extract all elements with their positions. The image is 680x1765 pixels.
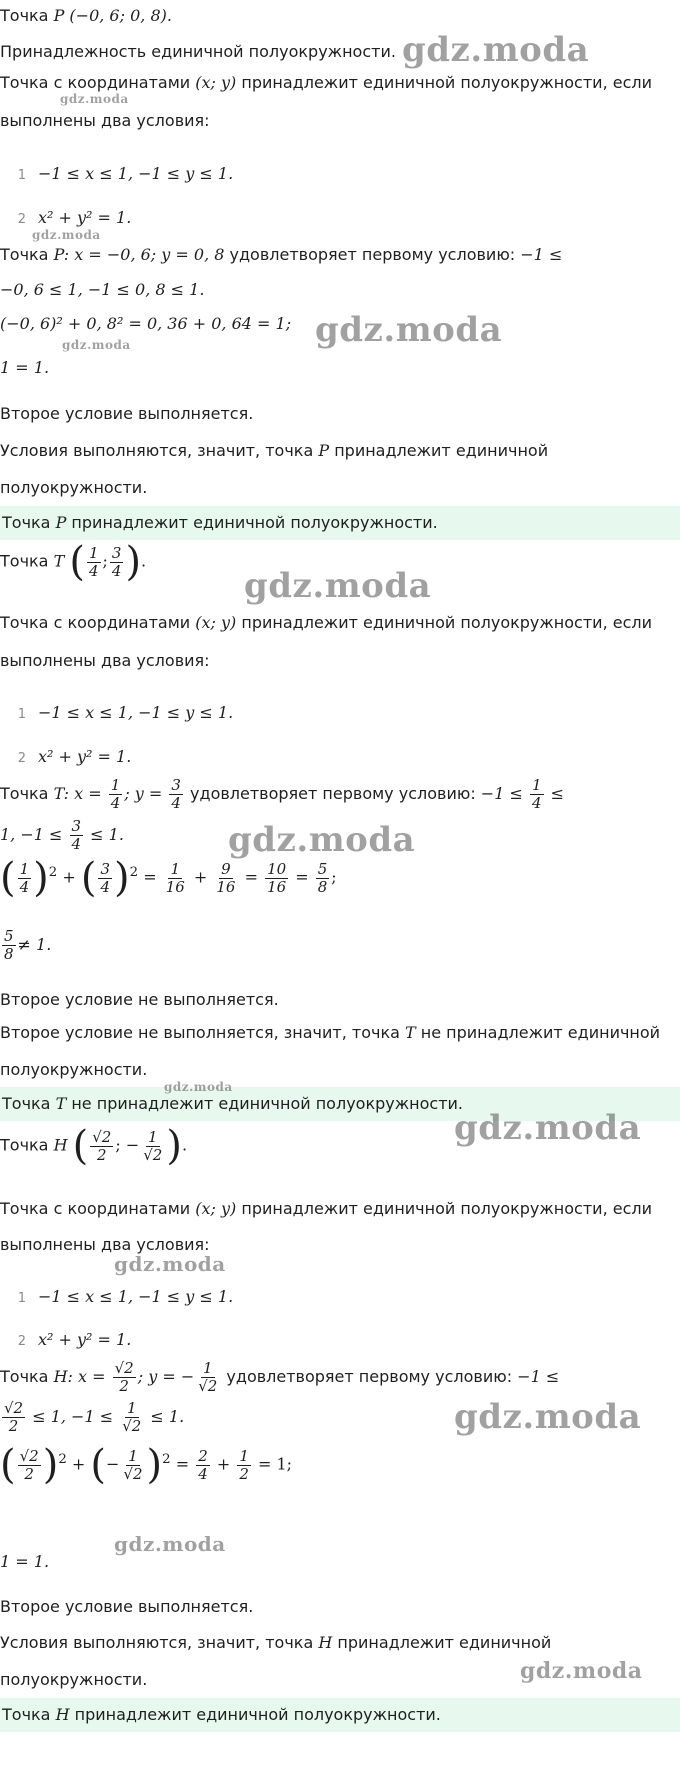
h-concl-c: полуокружности. bbox=[0, 1670, 148, 1689]
t-check-fe-num: 1 bbox=[531, 776, 542, 794]
t-check-prefix: Точка bbox=[0, 784, 54, 803]
h-check-fy-den: √2 bbox=[198, 1377, 218, 1395]
h-item1: −1 ≤ x ≤ 1, −1 ≤ y ≤ 1. bbox=[38, 1287, 234, 1306]
p-concl-var: P bbox=[318, 441, 330, 460]
t-line2-frac bbox=[70, 818, 84, 853]
t-eq-lp2: ( bbox=[80, 855, 97, 901]
watermark-logo: gdz.moda bbox=[315, 310, 503, 350]
t-list-num-2: 2 bbox=[17, 751, 26, 766]
h-check-text: удовлетворяет первому условию: bbox=[221, 1367, 518, 1386]
p-ans-b: принадлежит единичной полуокружности. bbox=[66, 513, 438, 532]
t-eq-eq1: = bbox=[143, 867, 157, 887]
t-equation-2 bbox=[0, 928, 680, 963]
t-eq-f1 bbox=[18, 861, 32, 896]
watermark-logo-small: gdz.moda bbox=[520, 1658, 643, 1684]
t-neq-frac bbox=[2, 928, 16, 963]
t-line2-b: ≤ 1. bbox=[90, 825, 124, 844]
p-title-math: P (−0, 6; 0, 8). bbox=[53, 6, 172, 25]
p-title bbox=[0, 6, 680, 25]
h-line2-a: ≤ 1, −1 ≤ bbox=[32, 1407, 114, 1426]
h-cond-b: принадлежит единичной полуокружности, если bbox=[236, 1199, 653, 1218]
t-title-var: T bbox=[53, 551, 65, 571]
watermark-logo: gdz.moda bbox=[402, 30, 590, 70]
p-item2: x² + y² = 1. bbox=[38, 208, 132, 227]
t-sep: ; bbox=[102, 551, 108, 571]
p-item1: −1 ≤ x ≤ 1, −1 ≤ y ≤ 1. bbox=[38, 164, 234, 183]
t-check-frac-x bbox=[109, 777, 123, 812]
p-cond-xy: (x; y) bbox=[195, 73, 237, 92]
h-ans-var: H bbox=[55, 1705, 70, 1724]
p-concl-c: полуокружности. bbox=[0, 478, 148, 497]
p-check-line2 bbox=[0, 280, 680, 299]
h-eq-rp2: ) bbox=[146, 1442, 163, 1488]
t-check-fy-den: 4 bbox=[171, 794, 181, 812]
p-conclusion-line2 bbox=[0, 478, 680, 497]
h-check-fx-den: 2 bbox=[119, 1377, 129, 1395]
t-cond-b: принадлежит единичной полуокружности, если bbox=[236, 613, 653, 632]
p-concl-b: принадлежит единичной bbox=[329, 441, 549, 460]
t-title-text: Точка bbox=[0, 551, 54, 571]
h-concl-var: H bbox=[318, 1633, 333, 1652]
t-eq-plus2: + bbox=[193, 867, 208, 887]
p-ans-a: Точка bbox=[2, 513, 56, 532]
h-rparen: ) bbox=[166, 1123, 182, 1169]
p-check-text: удовлетворяет первому условию: bbox=[224, 245, 521, 264]
t-eq-eq3: = bbox=[295, 867, 309, 887]
p-check-prefix: Точка bbox=[0, 245, 54, 264]
h-eq-f1 bbox=[18, 1448, 41, 1483]
p-list-num-1: 1 bbox=[17, 168, 26, 183]
t-eq-rp2: ) bbox=[114, 855, 130, 901]
h-concl-b: принадлежит единичной bbox=[332, 1633, 552, 1652]
t-eq-f5n: 10 bbox=[267, 859, 287, 878]
h-eq2: 1 = 1. bbox=[0, 1552, 50, 1571]
h-cond-xy: (x; y) bbox=[195, 1199, 237, 1218]
p-list-item-1 bbox=[0, 164, 680, 183]
h-cond-c: выполнены два условия: bbox=[0, 1235, 210, 1254]
h-ans-b: принадлежит единичной полуокружности. bbox=[69, 1705, 441, 1724]
t-check-fy-num: 3 bbox=[171, 776, 181, 794]
t-line2-frac-den: 4 bbox=[71, 835, 82, 853]
h-eq-f2d: √2 bbox=[123, 1464, 143, 1483]
watermark-logo-small: gdz.moda bbox=[60, 92, 129, 106]
h-line2-f2n: 1 bbox=[127, 1399, 137, 1417]
h-condition-line1 bbox=[0, 1199, 680, 1218]
t-check-fx-num: 1 bbox=[110, 776, 121, 794]
h-answer bbox=[0, 1698, 680, 1732]
p-section-text: Принадлежность единичной полуокружности. bbox=[0, 42, 396, 61]
t-item2: x² + y² = 1. bbox=[38, 747, 132, 766]
h-title-var: H bbox=[53, 1135, 68, 1155]
t-eq-f3d: 16 bbox=[165, 877, 185, 896]
h-eq-end: = 1; bbox=[258, 1454, 293, 1474]
t-neq: ≠ 1. bbox=[17, 935, 52, 954]
watermark-logo-small: gdz.moda bbox=[114, 1532, 226, 1556]
h-eq-sq1: 2 bbox=[58, 1452, 67, 1468]
t-frac-x-den: 4 bbox=[88, 561, 99, 580]
p-cond-b: принадлежит единичной полуокружности, если bbox=[236, 73, 653, 92]
h-minus: − bbox=[125, 1135, 140, 1155]
t-conclusion-line2 bbox=[0, 1060, 680, 1079]
h-eq-f1n: √2 bbox=[19, 1446, 39, 1465]
t-eq-f2n: 3 bbox=[100, 859, 110, 878]
h-concl-a: Условия выполняются, значит, точка bbox=[0, 1633, 319, 1652]
t-eq-rp1: ) bbox=[33, 855, 49, 901]
t-line2-a: 1, −1 ≤ bbox=[0, 825, 63, 844]
t-check-text: удовлетворяет первому условию: bbox=[184, 784, 481, 803]
h-check-tail: −1 ≤ bbox=[517, 1367, 560, 1386]
h-frac-y-den: √2 bbox=[143, 1145, 163, 1164]
t-check-frac-y bbox=[169, 777, 183, 812]
t-concl-var: T bbox=[405, 1023, 416, 1042]
h-check-line1 bbox=[0, 1360, 680, 1395]
t-dot: . bbox=[141, 551, 147, 571]
h-eq-sq2: 2 bbox=[162, 1452, 171, 1468]
t-eq-eq2: = bbox=[244, 867, 258, 887]
t-eq-lp1: ( bbox=[0, 855, 16, 901]
t-eq-f3n: 1 bbox=[170, 859, 180, 878]
t-eq-sq2: 2 bbox=[129, 865, 139, 881]
watermark-logo-small: gdz.moda bbox=[164, 1080, 233, 1094]
h-frac-x bbox=[90, 1129, 113, 1164]
h-list-item-2 bbox=[0, 1330, 680, 1349]
h-check-math: H: x = bbox=[53, 1367, 111, 1386]
t-check-tail: −1 ≤ bbox=[480, 784, 523, 803]
watermark-logo-small: gdz.moda bbox=[32, 228, 101, 242]
h-frac-y bbox=[141, 1129, 164, 1164]
h-frac-x-num: √2 bbox=[92, 1127, 112, 1146]
h-title-text: Точка bbox=[0, 1135, 54, 1155]
watermark-logo: gdz.moda bbox=[228, 820, 416, 860]
p-list-item-2 bbox=[0, 208, 680, 227]
t-eq-f3 bbox=[164, 861, 187, 896]
h-eq-f1d: 2 bbox=[24, 1464, 34, 1483]
t-concl-a: Второе условие не выполняется, значит, точка bbox=[0, 1023, 406, 1042]
p-conclusion-line1 bbox=[0, 441, 680, 460]
t-eq-f6 bbox=[316, 861, 330, 896]
t-condition-line1 bbox=[0, 613, 680, 632]
h-second-text: Второе условие выполняется. bbox=[0, 1597, 254, 1616]
t-frac-y bbox=[110, 545, 124, 580]
h-list-num-2: 2 bbox=[17, 1334, 26, 1349]
t-check-line1 bbox=[0, 777, 680, 812]
t-eq-f2d: 4 bbox=[100, 877, 110, 896]
t-check-y: ; y = bbox=[124, 784, 168, 803]
h-eq-f3d: 4 bbox=[198, 1464, 208, 1483]
h-check-fy bbox=[196, 1360, 219, 1395]
h-line2-f1 bbox=[2, 1400, 25, 1435]
h-eq-rp1: ) bbox=[42, 1442, 59, 1488]
p-answer bbox=[0, 506, 680, 540]
t-eq-f6n: 5 bbox=[317, 859, 328, 878]
t-cond-a: Точка с координатами bbox=[0, 613, 196, 632]
t-check-fe-den: 4 bbox=[531, 794, 542, 812]
t-eq-f4n: 9 bbox=[221, 859, 231, 878]
t-list-item-1 bbox=[0, 703, 680, 722]
t-second-condition bbox=[0, 990, 680, 1009]
t-ans-a: Точка bbox=[2, 1094, 56, 1113]
t-check-fx-den: 4 bbox=[110, 794, 121, 812]
t-ans-b: не принадлежит единичной полуокружности. bbox=[66, 1094, 463, 1113]
t-conclusion-line1 bbox=[0, 1023, 680, 1042]
p-check-tail: −1 ≤ bbox=[520, 245, 563, 264]
h-equation-2 bbox=[0, 1552, 680, 1571]
h-line2-f1d: 2 bbox=[8, 1417, 19, 1435]
h-eq-eq1: = bbox=[175, 1454, 190, 1474]
t-equation-1 bbox=[0, 855, 680, 901]
h-sep: ; bbox=[115, 1135, 121, 1155]
p-eq2: 1 = 1. bbox=[0, 358, 50, 377]
h-lparen: ( bbox=[72, 1123, 89, 1169]
t-cond-xy: (x; y) bbox=[195, 613, 237, 632]
h-line2-f2 bbox=[120, 1400, 143, 1435]
watermark-logo: gdz.moda bbox=[244, 566, 432, 606]
watermark-logo-small: gdz.moda bbox=[62, 338, 131, 352]
h-list-num-1: 1 bbox=[17, 1291, 26, 1306]
h-second-condition bbox=[0, 1597, 680, 1616]
t-eq-semi: ; bbox=[331, 867, 337, 887]
p-condition-line1 bbox=[0, 73, 680, 92]
p-cond-a: Точка с координатами bbox=[0, 73, 196, 92]
h-eq-f2 bbox=[121, 1448, 144, 1483]
t-list-item-2 bbox=[0, 747, 680, 766]
t-eq-f4 bbox=[214, 861, 237, 896]
t-neq-den: 8 bbox=[4, 945, 14, 963]
h-line2-f2d: √2 bbox=[122, 1417, 142, 1435]
watermark-logo: gdz.moda bbox=[454, 1397, 642, 1437]
t-frac-x-num: 1 bbox=[88, 543, 99, 562]
h-check-prefix: Точка bbox=[0, 1367, 54, 1386]
h-eq-f3n: 2 bbox=[198, 1446, 208, 1465]
h-eq-lp2: ( bbox=[90, 1442, 107, 1488]
p-check-math: P: x = −0, 6; y = 0, 8 bbox=[53, 245, 225, 264]
p-equation-2 bbox=[0, 358, 680, 377]
h-eq-f4 bbox=[237, 1448, 251, 1483]
h-item2: x² + y² = 1. bbox=[38, 1330, 132, 1349]
p-list-num-2: 2 bbox=[17, 212, 26, 227]
h-eq-plus1: + bbox=[71, 1454, 86, 1474]
t-frac-y-den: 4 bbox=[111, 561, 122, 580]
h-line2-f1n: √2 bbox=[4, 1399, 24, 1417]
t-neq-num: 5 bbox=[4, 927, 14, 945]
h-line2-b: ≤ 1. bbox=[150, 1407, 185, 1426]
t-eq-f6d: 8 bbox=[317, 877, 328, 896]
h-equation-1 bbox=[0, 1442, 680, 1488]
p-condition-line2 bbox=[0, 111, 680, 130]
p-check-line2-text: −0, 6 ≤ 1, −1 ≤ 0, 8 ≤ 1. bbox=[0, 280, 205, 299]
p-ans-var: P bbox=[55, 513, 67, 532]
t-lparen: ( bbox=[69, 539, 85, 585]
t-concl-b: не принадлежит единичной bbox=[415, 1023, 661, 1042]
t-list-num-1: 1 bbox=[17, 707, 26, 722]
h-eq-minus: − bbox=[106, 1454, 120, 1474]
t-eq-f5d: 16 bbox=[267, 877, 287, 896]
h-condition-line2 bbox=[0, 1235, 680, 1254]
p-eq1: (−0, 6)² + 0, 8² = 0, 36 + 0, 64 = 1; bbox=[0, 314, 292, 333]
h-eq-f4d: 2 bbox=[239, 1464, 249, 1483]
h-check-y: ; y = − bbox=[137, 1367, 195, 1386]
p-title-text: Точка bbox=[0, 6, 54, 25]
t-cond-c: выполнены два условия: bbox=[0, 651, 210, 670]
p-second-condition bbox=[0, 404, 680, 423]
t-frac-x bbox=[87, 545, 101, 580]
p-cond-c: выполнены два условия: bbox=[0, 111, 210, 130]
t-check-math: T: x = bbox=[53, 784, 107, 803]
h-list-item-1 bbox=[0, 1287, 680, 1306]
h-eq-plus2: + bbox=[216, 1454, 231, 1474]
h-frac-x-den: 2 bbox=[97, 1145, 107, 1164]
t-line2-frac-num: 3 bbox=[71, 817, 82, 835]
t-eq-f1n: 1 bbox=[19, 859, 30, 878]
h-check-fy-num: 1 bbox=[203, 1359, 213, 1377]
h-dot: . bbox=[181, 1135, 188, 1155]
t-eq-f2 bbox=[98, 861, 112, 896]
h-ans-a: Точка bbox=[2, 1705, 56, 1724]
h-eq-f3 bbox=[196, 1448, 210, 1483]
p-check-line1 bbox=[0, 245, 680, 264]
h-conclusion-line1 bbox=[0, 1633, 680, 1652]
h-eq-f4n: 1 bbox=[239, 1446, 249, 1465]
t-second-text: Второе условие не выполняется. bbox=[0, 990, 279, 1009]
h-frac-y-num: 1 bbox=[148, 1127, 158, 1146]
t-rparen: ) bbox=[125, 539, 142, 585]
t-eq-f1d: 4 bbox=[19, 877, 30, 896]
t-check-le: ≤ bbox=[545, 784, 565, 803]
t-eq-f5 bbox=[265, 861, 288, 896]
p-second-text: Второе условие выполняется. bbox=[0, 404, 254, 423]
watermark-logo-small: gdz.moda bbox=[114, 1252, 226, 1276]
h-eq-lp1: ( bbox=[0, 1442, 16, 1488]
t-condition-line2 bbox=[0, 651, 680, 670]
p-concl-a: Условия выполняются, значит, точка bbox=[0, 441, 319, 460]
watermark-logo: gdz.moda bbox=[454, 1108, 642, 1148]
t-eq-plus: + bbox=[62, 867, 76, 887]
t-eq-sq1: 2 bbox=[48, 865, 58, 881]
t-check-frac-end bbox=[530, 777, 544, 812]
t-item1: −1 ≤ x ≤ 1, −1 ≤ y ≤ 1. bbox=[38, 703, 234, 722]
t-frac-y-num: 3 bbox=[111, 543, 122, 562]
h-eq-f2n: 1 bbox=[128, 1446, 138, 1465]
h-check-fx bbox=[113, 1360, 136, 1395]
t-concl-c: полуокружности. bbox=[0, 1060, 148, 1079]
t-eq-f4d: 16 bbox=[216, 877, 236, 896]
h-cond-a: Точка с координатами bbox=[0, 1199, 196, 1218]
h-check-fx-num: √2 bbox=[114, 1359, 134, 1377]
t-ans-var: T bbox=[55, 1094, 67, 1113]
